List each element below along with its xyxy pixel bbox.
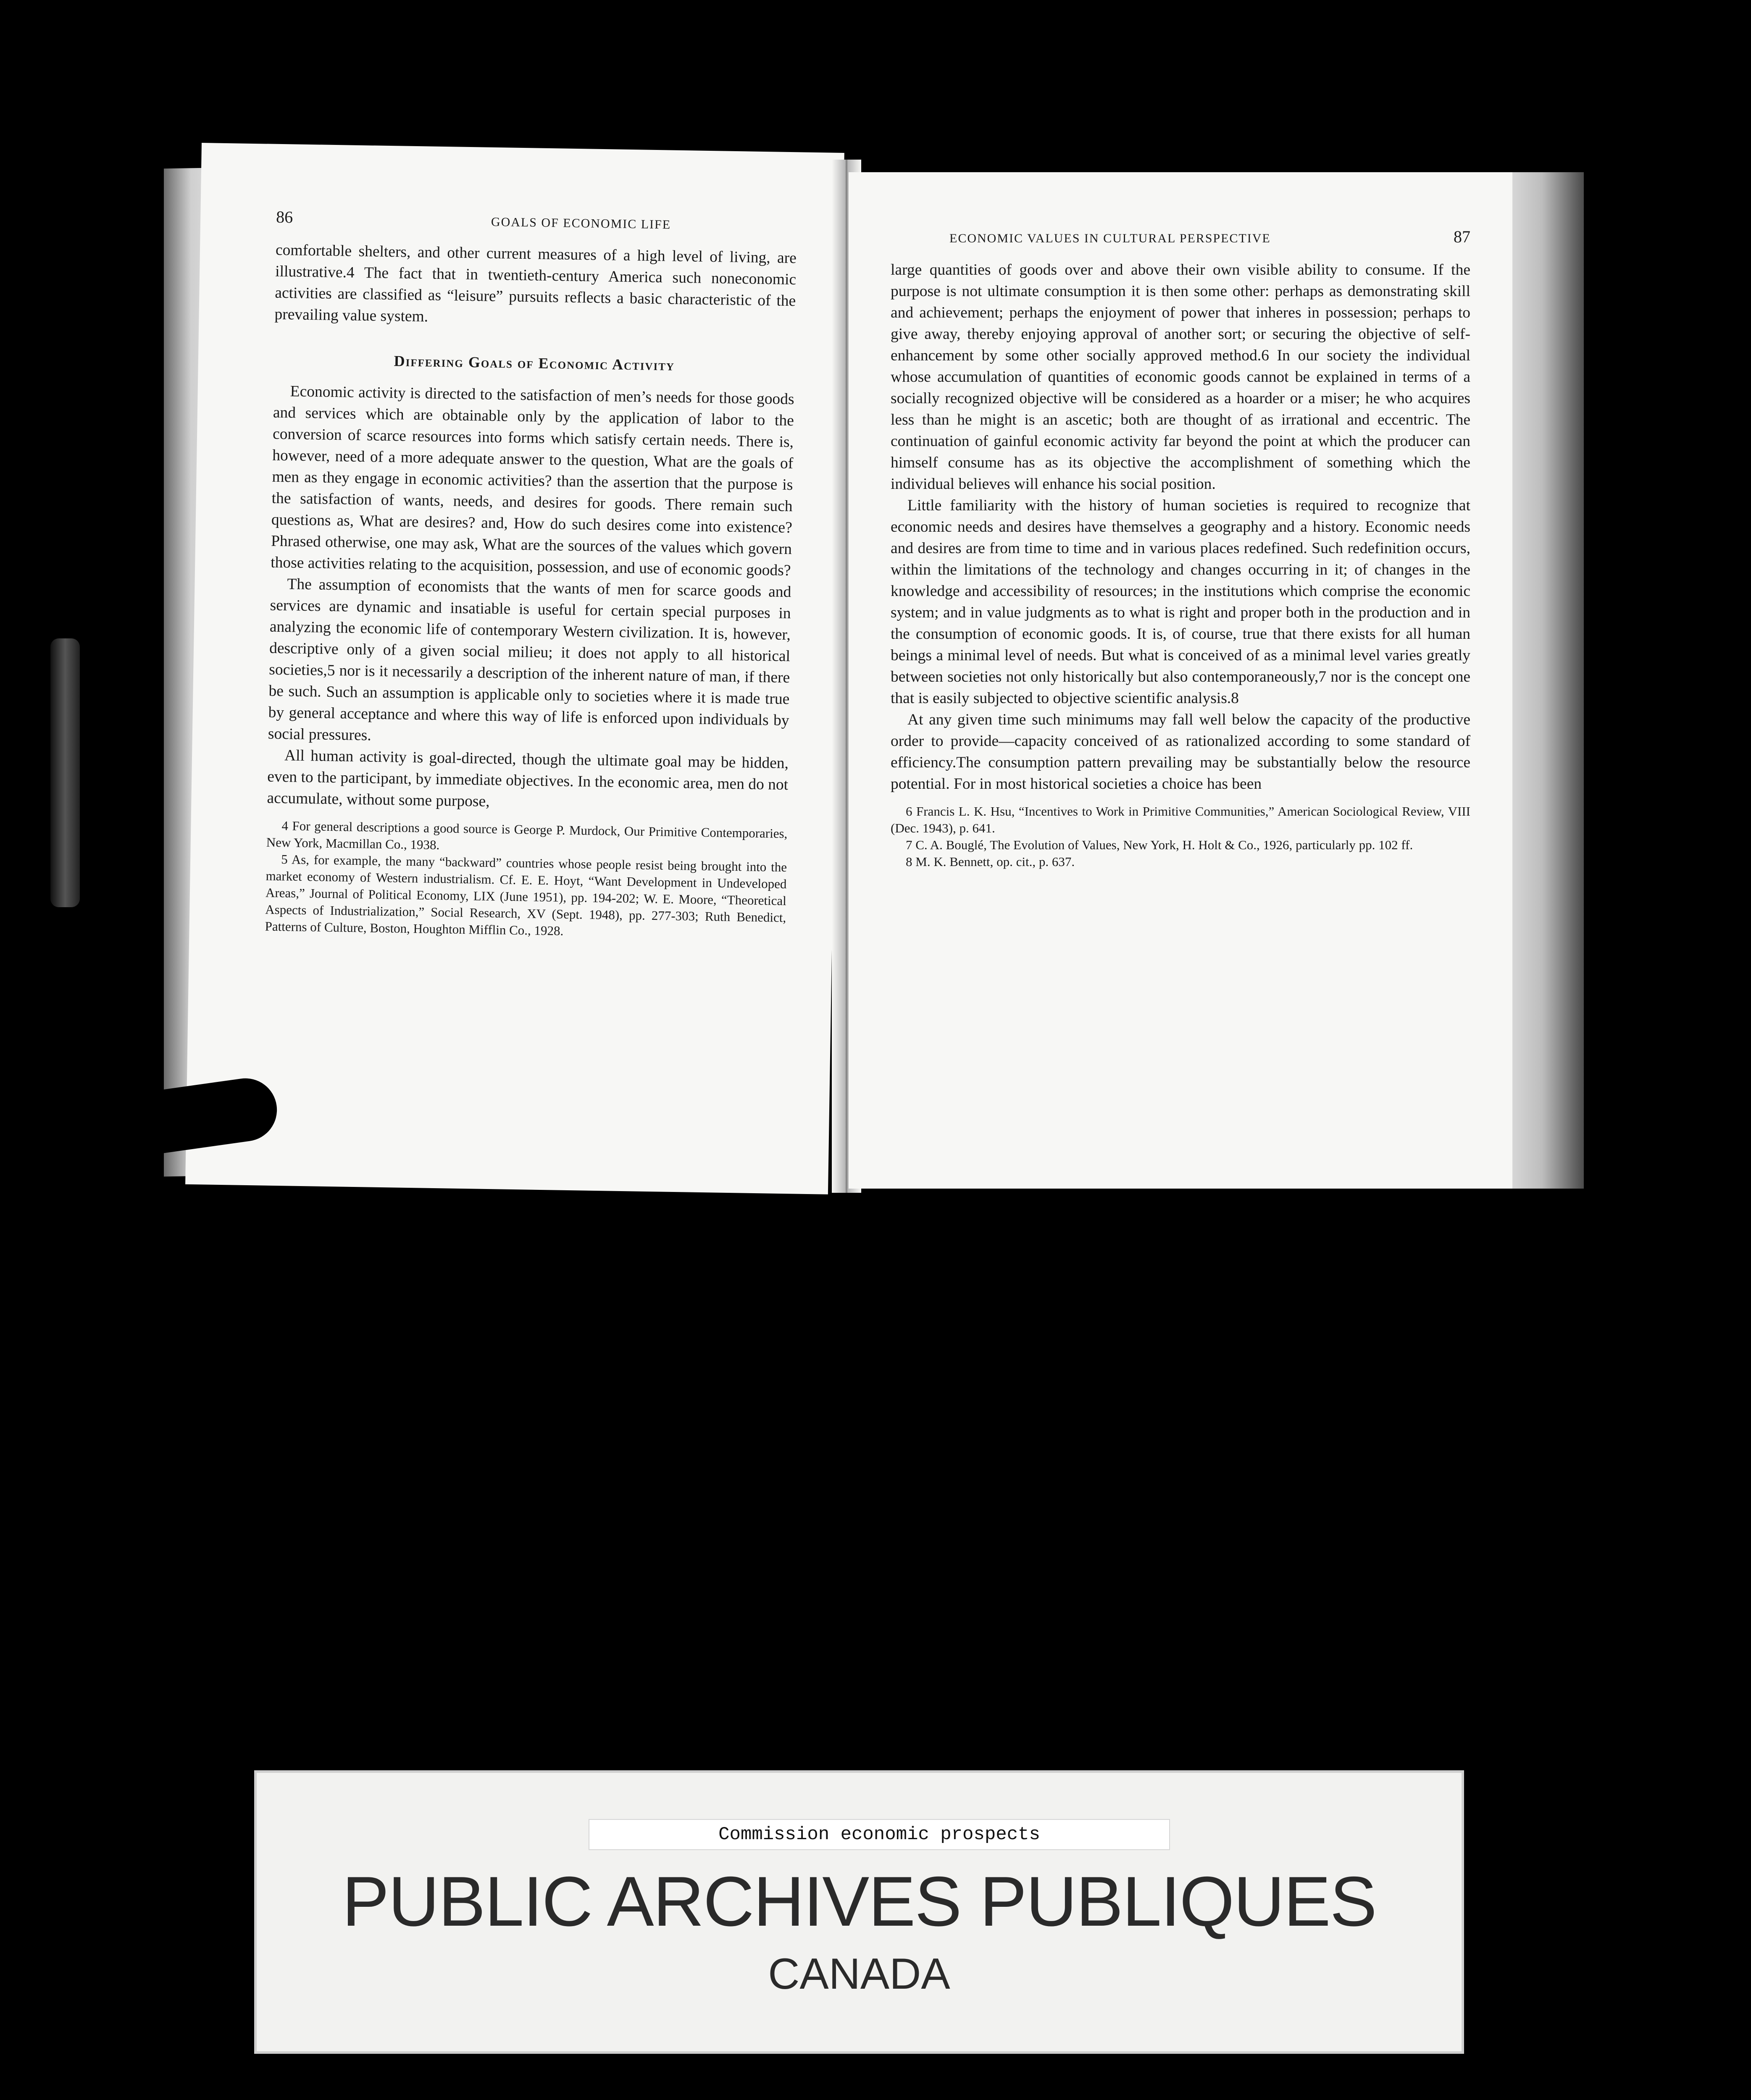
left-paragraph: All human activity is goal-directed, though the ultimate goal may be hidden, even to the participant, by immediate objectives. In the economic area, men do not accumulate, without some purpose, <box>267 747 789 810</box>
right-running-head <box>891 227 1470 247</box>
right-page <box>849 172 1512 1189</box>
footnote: 7 C. A. Bouglé, The Evolution of Values, New York, H. Holt & Co., 1926, particularly pp. 102 ff. <box>906 837 1413 852</box>
archive-title: PUBLIC ARCHIVES PUBLIQUES <box>342 1862 1376 1941</box>
right-running-title: ECONOMIC VALUES IN CULTURAL PERSPECTIVE <box>949 231 1271 245</box>
right-paragraph: large quantities of goods over and above their own visible ability to consume. If the purpose is not ultimate consumption it is then some other: perhaps as demonstrating skill and achievement; perhaps the enjoyment of power that inheres in possession; perhaps to give away, thereby enjoying approval of another sort; or securing the objective of self-enhancement by some other socially approved method.6 In our society the individual whose accumulation of quantities of economic goods cannot be explained in terms of a socially recognized objective will be considered as a hoarder or a miser; he who acquires less than he might is an ascetic; both are thought of as irrational and eccentric. The continuation of gainful economic activity far beyond the point at which the producer can himself consume has as its objective the accomplishment of something which the individual believes will enhance his social position. <box>891 261 1470 493</box>
footnote: 6 Francis L. K. Hsu, “Incentives to Work in Primitive Communities,” American Sociological Review, VIII (Dec. 1943), p. 641. <box>891 804 1470 835</box>
footnote: 4 For general descriptions a good source is George P. Murdock, Our Primitive Contemporaries, New York, Macmillan Co., 1938. <box>266 818 788 853</box>
archive-label <box>254 1770 1464 2054</box>
open-book <box>139 134 1609 1193</box>
archive-tag: Commission economic prospects <box>589 1819 1170 1850</box>
left-page-number: 86 <box>276 207 293 227</box>
right-footnotes <box>891 803 1470 870</box>
clamp-shadow <box>50 638 80 907</box>
left-page <box>185 143 844 1194</box>
left-paragraph-continued: comfortable shelters, and other current measures of a high level of living, are illustrative.4 The fact that in twentieth-century America such noneconomic activities are classified as “leisure” pursuits reflects a basic characteristic of the prevailing value system. <box>274 241 797 326</box>
right-body-text <box>891 259 1470 795</box>
left-paragraph: Economic activity is directed to the satisfaction of men’s needs for those goods and services which are obtainable only by the application of labor to the conversion of scarce resources into forms which satisfy certain needs. There is, however, need of a more adequate answer to the question, What are the goals of men as they engage in economic activities? than the assertion that the purpose is the satisfaction of wants, needs, and desires for goods. There remain such questions as, What are desires? and, How do such desires come into existence? Phrased otherwise, one may ask, What are the sources of the values which govern those activities relating to the acquisition, possession, and use of economic goods? <box>271 383 794 580</box>
left-paragraph: The assumption of economists that the wants of men for scarce goods and services are dynamic and insatiable is useful for certain special purposes in analyzing the economic life of contemporary Western civilization. It is, however, descriptive only of a given social milieu; it does not apply to all historical societies,5 nor is it necessarily a description of the inherent nature of man, if there be such. Such an assumption is applicable only to societies where it is made true by general acceptance and where this way of life is enforced upon individuals by social pressures. <box>268 575 791 744</box>
left-footnotes <box>265 817 787 943</box>
right-page-number: 87 <box>1454 227 1470 246</box>
footnote: 5 As, for example, the many “backward” countries whose people resist being brought into the market economy of Western industrialism. Cf. E. E. Hoyt, “Want Development in Undeveloped Areas,” Journal of Political Economy, LIX (June 1951), pp. 194-202; W. E. Moore, “Theoretical Aspects of Industrialization,” Social Research, XV (Sept. 1948), pp. 277-303; Ruth Benedict, Patterns of Culture, Boston, Houghton Mifflin Co., 1928. <box>265 852 787 938</box>
right-paragraph: Little familiarity with the history of human societies is required to recognize that economic needs and desires have themselves a geography and a history. Economic needs and desires are from time to time and in various places redefined. Such redefinition occurs, within the limitations of the technology and changes occurring in it; of changes in the knowledge and accessibility of resources; in the institutions which comprise the economic system; and in value judgments as to what is right and proper both in the production and in the consumption of economic goods. It is, of course, true that there exists for all human beings a minimal level of needs. But what is conceived of as a minimal level varies greatly between societies not only historically but also contemporaneously,7 nor is the concept one that is easily subjected to objective scientific analysis.8 <box>891 497 1470 707</box>
left-body-text <box>267 239 797 817</box>
archive-country: CANADA <box>768 1950 950 1998</box>
right-paragraph: At any given time such minimums may fall well below the capacity of the productive order to provide—capacity conceived of as rationalized according to some standard of efficiency.The consumption pattern prevailing may be substantially below the resource potential. For in most historical societies a choice has been <box>891 711 1470 793</box>
section-heading: Differing Goals of Economic Activity <box>394 352 675 374</box>
left-running-head <box>276 207 797 235</box>
footnote: 8 M. K. Bennett, op. cit., p. 637. <box>906 854 1075 869</box>
left-running-title: GOALS OF ECONOMIC LIFE <box>491 215 671 232</box>
